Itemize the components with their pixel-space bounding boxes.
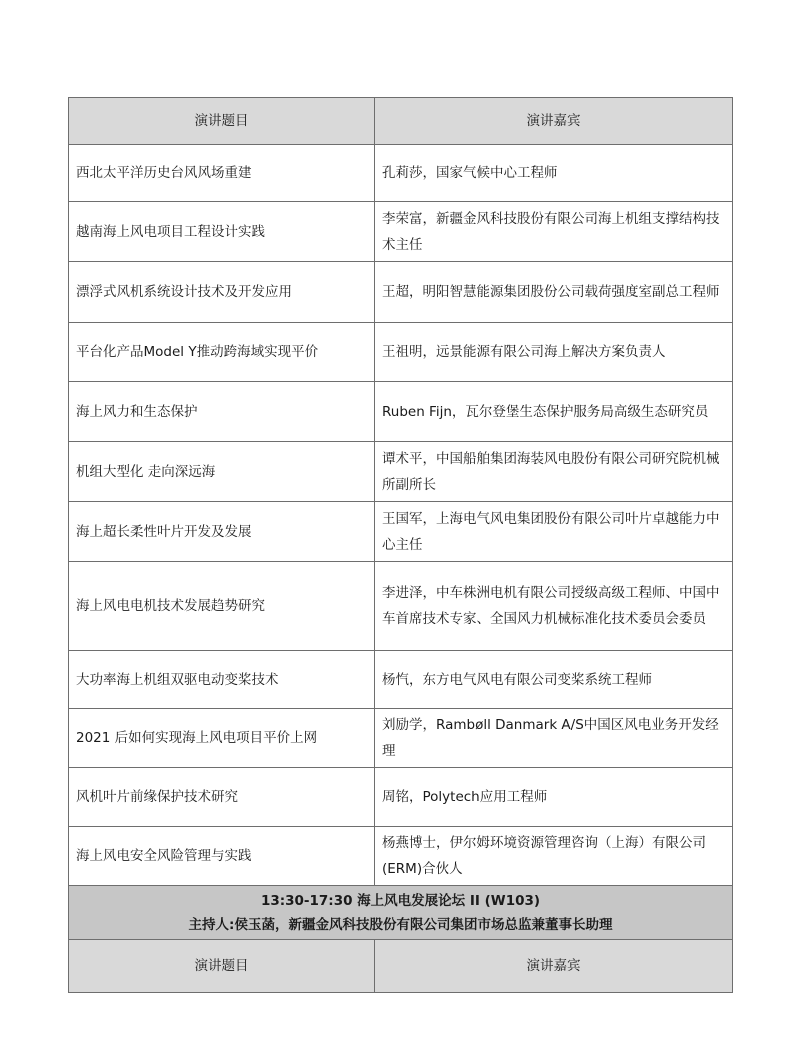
talk-topic: 海上超长柔性叶片开发及发展 [69, 502, 375, 562]
table-row [69, 562, 733, 651]
table-row [69, 442, 733, 502]
talk-speaker: 谭术平，中国船舶集团海装风电股份有限公司研究院机械所副所长 [375, 442, 733, 502]
table-header-row-2 [69, 940, 733, 993]
session-banner [69, 886, 733, 940]
talk-topic: 海上风电安全风险管理与实践 [69, 827, 375, 886]
table-row [69, 502, 733, 562]
talk-speaker: 杨忾，东方电气风电有限公司变桨系统工程师 [375, 651, 733, 709]
header-topic: 演讲题目 [69, 98, 375, 145]
talk-topic: 漂浮式风机系统设计技术及开发应用 [69, 262, 375, 323]
talk-topic: 越南海上风电项目工程设计实践 [69, 202, 375, 262]
session-host: 主持人:侯玉菡，新疆金风科技股份有限公司集团市场总监兼董事长助理 [188, 916, 613, 933]
talk-topic: 平台化产品Model Y推动跨海域实现平价 [69, 323, 375, 382]
header-topic: 演讲题目 [69, 940, 375, 993]
talk-topic: 海上风电电机技术发展趋势研究 [69, 562, 375, 651]
table-row [69, 827, 733, 886]
session-banner-row [69, 886, 733, 940]
table-row [69, 382, 733, 442]
talk-speaker: 孔莉莎，国家气候中心工程师 [375, 145, 733, 202]
table-row [69, 145, 733, 202]
talk-speaker: 王祖明，远景能源有限公司海上解决方案负责人 [375, 323, 733, 382]
talk-speaker: 李荣富，新疆金风科技股份有限公司海上机组支撑结构技术主任 [375, 202, 733, 262]
table-row [69, 202, 733, 262]
agenda-table [68, 97, 733, 993]
talk-speaker: 王超，明阳智慧能源集团股份公司载荷强度室副总工程师 [375, 262, 733, 323]
talk-topic: 2021 后如何实现海上风电项目平价上网 [69, 709, 375, 768]
talk-topic: 风机叶片前缘保护技术研究 [69, 768, 375, 827]
table-row [69, 651, 733, 709]
talk-speaker: 刘励学，Rambøll Danmark A/S中国区风电业务开发经理 [375, 709, 733, 768]
talk-topic: 海上风力和生态保护 [69, 382, 375, 442]
talk-topic: 机组大型化 走向深远海 [69, 442, 375, 502]
talk-speaker: 王国军，上海电气风电集团股份有限公司叶片卓越能力中心主任 [375, 502, 733, 562]
talk-speaker: 杨燕博士，伊尔姆环境资源管理咨询（上海）有限公司(ERM)合伙人 [375, 827, 733, 886]
table-header-row [69, 98, 733, 145]
table-row [69, 768, 733, 827]
talk-topic: 西北太平洋历史台风风场重建 [69, 145, 375, 202]
header-speaker: 演讲嘉宾 [375, 98, 733, 145]
talk-speaker: 周铭，Polytech应用工程师 [375, 768, 733, 827]
table-row [69, 709, 733, 768]
table-row [69, 262, 733, 323]
session-title: 13:30-17:30 海上风电发展论坛 II (W103) [260, 892, 541, 909]
talk-speaker: Ruben Fijn，瓦尔登堡生态保护服务局高级生态研究员 [375, 382, 733, 442]
header-speaker: 演讲嘉宾 [375, 940, 733, 993]
talk-topic: 大功率海上机组双驱电动变桨技术 [69, 651, 375, 709]
table-row [69, 323, 733, 382]
talk-speaker: 李进泽，中车株洲电机有限公司授级高级工程师、中国中车首席技术专家、全国风力机械标准化技术委员会委员 [375, 562, 733, 651]
